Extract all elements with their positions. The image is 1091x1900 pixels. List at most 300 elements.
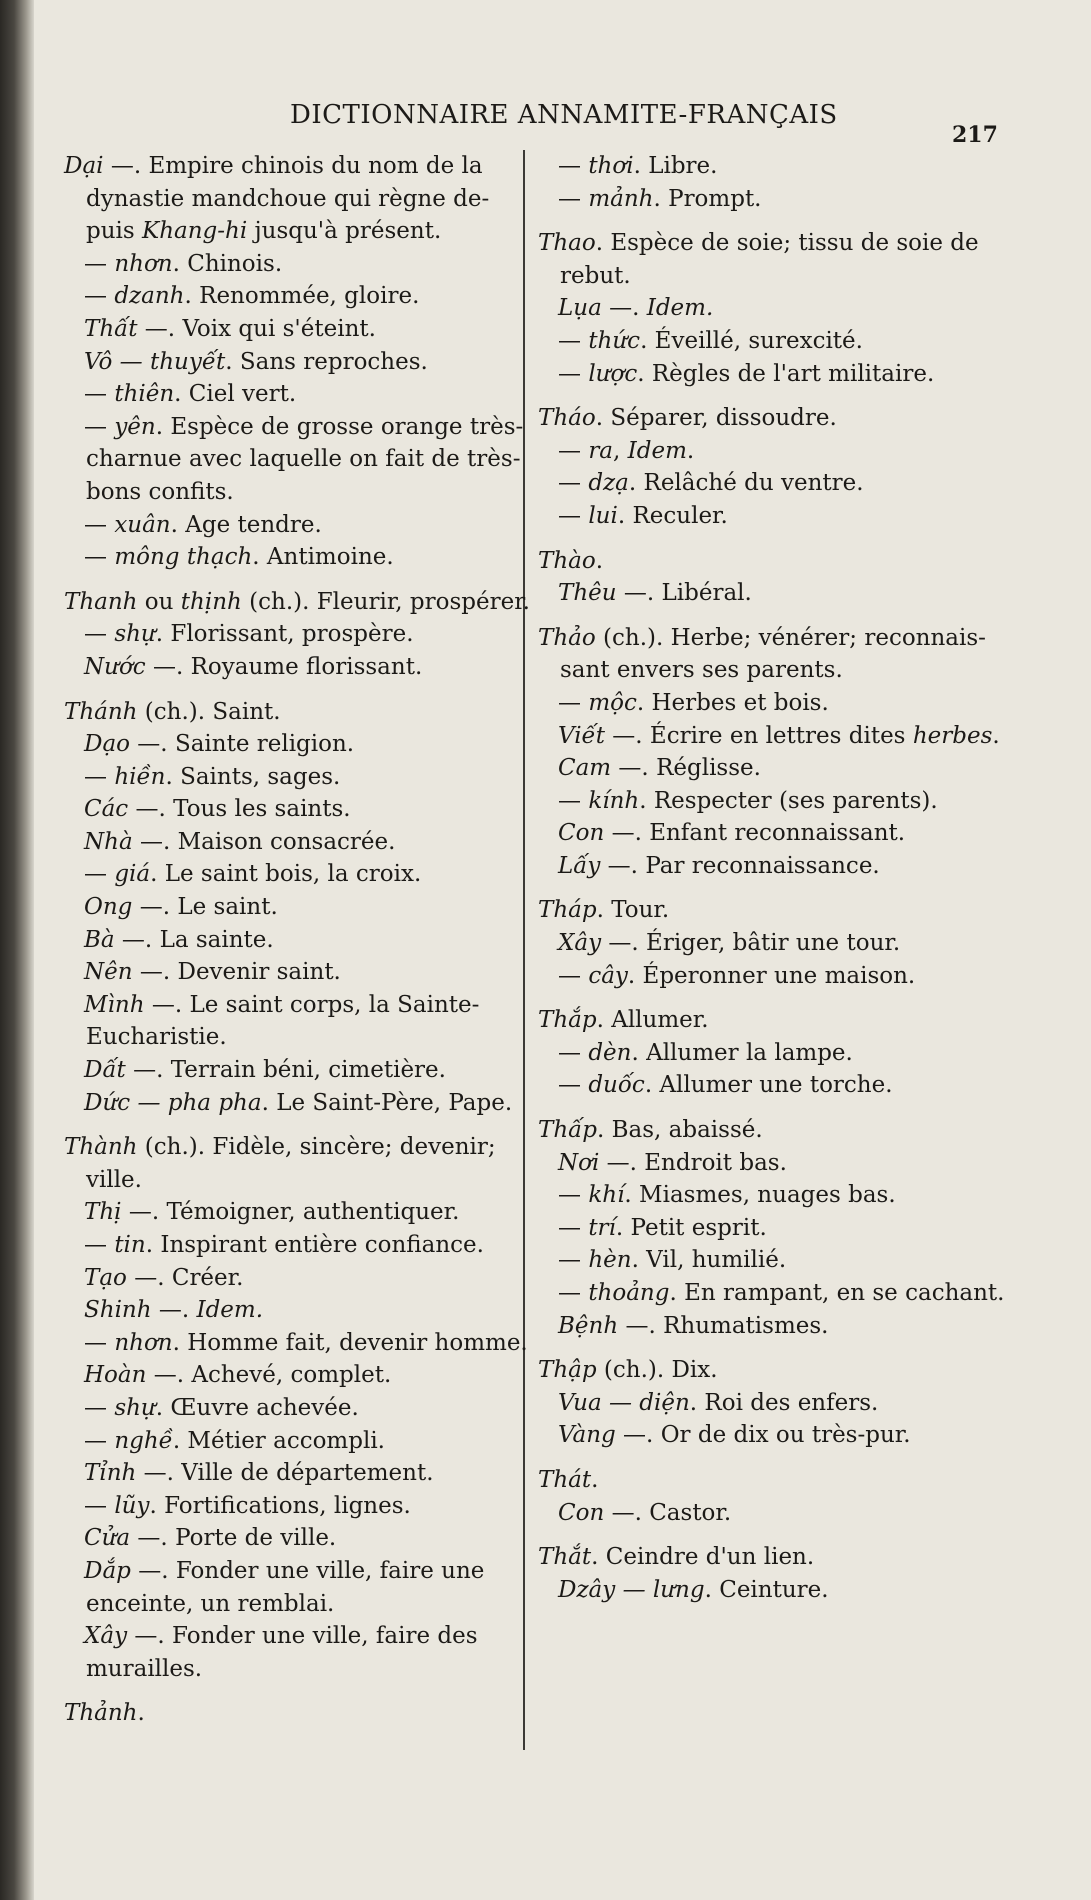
sub-entry-line	[64, 1620, 520, 1653]
headword: thoảng	[588, 1280, 670, 1306]
headword: Thành	[64, 1134, 138, 1161]
sub-entry-line	[538, 720, 1000, 753]
definition-text: Or de dix ou très-pur.	[660, 1422, 911, 1449]
definition-text: . Respecter (ses parents).	[639, 787, 938, 814]
entry-line	[64, 586, 530, 619]
separator: —.	[145, 653, 191, 680]
definition-text: . Éperonner une maison.	[627, 962, 916, 989]
headword: Cam	[558, 755, 612, 782]
dictionary-entry	[538, 1004, 996, 1102]
dash: —	[558, 437, 589, 464]
headword: Thắt	[538, 1544, 592, 1571]
definition-text: . Ceinture.	[704, 1576, 829, 1603]
headword: Thanh	[64, 588, 138, 615]
headword: xuân	[114, 511, 171, 538]
definition-text: Eucharistie.	[86, 1024, 227, 1051]
definition-text: Fonder une ville, faire une	[175, 1557, 485, 1584]
sub-entry-line	[64, 280, 520, 313]
definition-text: . Espèce de grosse orange très-	[155, 413, 524, 440]
headword: Lấy	[558, 852, 601, 879]
definition-text: . Bas, abaissé.	[596, 1117, 763, 1144]
definition-text: (ch.). Dix.	[596, 1357, 718, 1384]
headword: shự	[114, 1394, 156, 1421]
page-number: 217	[952, 122, 998, 148]
sub-entry-line	[538, 435, 996, 468]
separator: —.	[130, 1557, 176, 1584]
headword: Nước	[84, 653, 146, 680]
definition-text: Libéral.	[661, 580, 752, 607]
definition-text: . Sans reproches.	[225, 348, 428, 375]
separator: —.	[130, 731, 175, 758]
definition-text: Ériger, bâtir une tour.	[646, 930, 901, 957]
separator: —.	[604, 1499, 650, 1526]
headword: Lụa	[558, 295, 602, 322]
headword: Ong	[84, 894, 133, 921]
separator: —.	[600, 852, 646, 879]
continuation-line	[64, 1653, 520, 1686]
definition-text: . Espèce de soie; tissu de soie de	[595, 230, 979, 257]
sub-entry-line	[538, 577, 996, 610]
entry-line	[538, 894, 996, 927]
entry-line	[538, 1464, 996, 1497]
separator: —.	[103, 153, 149, 179]
headword: Thập	[538, 1357, 597, 1384]
dash: —	[84, 511, 115, 538]
separator: —.	[151, 1297, 197, 1324]
headword: cây	[588, 962, 628, 989]
sub-entry-line	[538, 150, 996, 183]
separator: —.	[604, 722, 650, 749]
sub-entry-line	[64, 346, 520, 379]
headword: nhơn	[114, 250, 173, 277]
dash: —	[558, 327, 589, 354]
continuation-line	[64, 183, 520, 216]
sub-entry-line	[64, 411, 524, 444]
headword: Tháp	[538, 897, 597, 924]
definition-text: Témoigner, authentiquer.	[166, 1199, 460, 1226]
sub-entry-line	[538, 752, 996, 785]
sub-entry-line	[538, 1147, 996, 1180]
definition-text: charnue avec laquelle on fait de très-	[86, 446, 521, 473]
definition-text: . Le Saint-Père, Pape.	[261, 1089, 513, 1116]
sub-entry-line	[538, 1574, 996, 1607]
separator: —.	[601, 930, 647, 957]
sub-entry-line	[64, 728, 520, 761]
sub-entry-line	[64, 1196, 520, 1229]
definition-text: . Éveillé, surexcité.	[640, 327, 863, 354]
definition-text: Par reconnaissance.	[645, 852, 880, 879]
definition-text: . Relâché du ventre.	[628, 470, 864, 497]
sub-entry-line	[538, 1037, 996, 1070]
headword: shự	[114, 621, 156, 648]
definition-text: Ville de département.	[181, 1460, 434, 1487]
dash: puis	[86, 218, 143, 245]
sub-entry-line	[538, 1212, 996, 1245]
headword: Tạo	[84, 1264, 127, 1291]
definition-text: Créer.	[171, 1264, 244, 1291]
right-column	[538, 150, 1005, 1618]
sub-entry-line	[538, 467, 996, 500]
dash: —	[84, 1232, 115, 1258]
headword: Khang-hi	[142, 218, 248, 245]
definition-text: rebut.	[560, 262, 631, 289]
sub-entry-line	[538, 785, 996, 818]
headword: thức	[588, 327, 641, 354]
headword: mảnh	[588, 185, 654, 212]
definition-text: (ch.). Fleurir, prospérer.	[241, 588, 530, 615]
dash: —	[558, 502, 589, 529]
dictionary-entry	[538, 1541, 996, 1606]
definition-text: ville.	[86, 1166, 142, 1193]
definition-text: . Petit esprit.	[615, 1214, 767, 1241]
definition-text: Porte de ville.	[175, 1525, 337, 1552]
headword: hiền	[114, 763, 166, 790]
separator: —.	[132, 959, 178, 986]
headword: Xây	[84, 1623, 128, 1650]
dash: —	[558, 1039, 589, 1066]
definition-text: . En rampant, en se cachant.	[669, 1280, 1005, 1306]
headword: Nơi	[558, 1149, 600, 1176]
dash: —	[84, 413, 115, 440]
headword: Thắp	[538, 1007, 597, 1034]
entry-line	[538, 1004, 996, 1037]
definition-text: Idem.	[646, 295, 714, 322]
definition-text: Idem.	[196, 1297, 264, 1324]
continuation-line	[64, 1164, 520, 1197]
sub-entry-line	[64, 826, 520, 859]
entry-line	[538, 1541, 996, 1574]
headword: Thào	[538, 547, 596, 574]
separator: —.	[137, 315, 183, 342]
sub-entry-line	[64, 793, 520, 826]
headword: Bệnh	[558, 1312, 619, 1339]
headword: Thảo	[538, 624, 596, 651]
definition-text: Terrain béni, cimetière.	[170, 1057, 446, 1084]
continuation-line	[64, 1588, 520, 1621]
headword: Thị	[84, 1199, 122, 1226]
separator: —.	[611, 755, 657, 782]
sub-entry-line	[64, 1457, 520, 1490]
dictionary-entry	[538, 1464, 996, 1529]
definition-text: .	[686, 437, 695, 464]
headword: Dzây — lưng	[558, 1576, 705, 1603]
sub-entry-line	[64, 956, 520, 989]
dash: —	[558, 962, 589, 989]
dash: —	[84, 1329, 115, 1356]
headword: Dại	[64, 153, 104, 179]
definition-text: . Allumer la lampe.	[631, 1039, 853, 1066]
definition-text: ou	[137, 588, 181, 615]
sub-entry-line	[64, 891, 520, 924]
definition-text: . Ceindre d'un lien.	[591, 1544, 815, 1571]
dash: —	[84, 763, 115, 790]
continuation-line	[64, 215, 520, 248]
entry-line	[538, 545, 996, 578]
definition-text: Royaume florissant.	[190, 653, 423, 680]
dictionary-entry	[538, 622, 1000, 883]
sub-entry-line	[538, 500, 996, 533]
definition-text: Le saint corps, la Sainte-	[189, 991, 480, 1018]
running-title: DICTIONNAIRE ANNAMITE-FRANÇAIS	[290, 100, 838, 130]
headword: hèn	[588, 1247, 632, 1274]
dictionary-entry	[538, 1354, 996, 1452]
headword: kính	[588, 787, 640, 814]
sub-entry-line	[64, 248, 520, 281]
definition-text: . Vil, humilié.	[631, 1247, 787, 1274]
sub-entry-line	[64, 651, 520, 684]
definition-text: .	[591, 1466, 599, 1493]
separator: —.	[144, 991, 190, 1018]
dash: —	[558, 1214, 589, 1241]
dictionary-entry	[64, 150, 524, 574]
headword: Shinh	[84, 1297, 152, 1324]
separator: —.	[128, 796, 174, 823]
definition-text: Sainte religion.	[174, 731, 355, 758]
page-header	[0, 100, 1091, 148]
headword: mông thạch	[114, 544, 253, 571]
dictionary-entry	[538, 545, 996, 610]
dash: —	[84, 861, 115, 888]
definition-text: Castor.	[649, 1499, 732, 1526]
definition-text: Écrire en lettres dites	[649, 722, 913, 749]
sub-entry-line	[64, 1327, 528, 1360]
headword: mộc	[588, 689, 637, 716]
sub-entry-line	[538, 1497, 996, 1530]
headword: duốc	[588, 1072, 645, 1099]
dictionary-entry	[64, 1131, 528, 1685]
definition-text: Fonder une ville, faire des	[172, 1623, 478, 1650]
dash: —	[558, 1280, 589, 1306]
headword: Thất	[84, 315, 138, 342]
sub-entry-line	[64, 924, 520, 957]
headword: herbes	[912, 722, 993, 749]
headword: Thấp	[538, 1117, 597, 1144]
headword: Thao	[538, 230, 596, 257]
sub-entry-line	[64, 1490, 520, 1523]
definition-text: Rhumatismes.	[663, 1312, 829, 1339]
dash: —	[558, 153, 589, 179]
definition-text: . Le saint bois, la croix.	[150, 861, 422, 888]
headword: ra	[588, 437, 614, 464]
separator: —.	[132, 894, 178, 921]
sub-entry-line	[538, 850, 996, 883]
dictionary-entry	[538, 894, 996, 992]
headword: lũy	[114, 1492, 150, 1519]
book-spine-shadow	[0, 0, 34, 1900]
headword: Thánh	[64, 698, 138, 725]
sub-entry-line	[64, 1522, 520, 1555]
headword: thịnh	[180, 588, 242, 615]
entry-line	[64, 150, 520, 183]
dash: —	[558, 1182, 589, 1209]
headword: lược	[588, 360, 638, 387]
dictionary-entry	[538, 227, 996, 390]
headword: trí	[588, 1214, 616, 1241]
sub-entry-line	[64, 1359, 520, 1392]
sub-entry-line	[538, 1310, 996, 1343]
definition-text: . Fortifications, lignes.	[149, 1492, 411, 1519]
sub-entry-line	[538, 927, 996, 960]
definition-text: ,	[613, 437, 628, 464]
headword: Vô — thuyết	[84, 348, 226, 375]
separator: —.	[121, 1199, 167, 1226]
definition-text: jusqu'à présent.	[247, 218, 442, 245]
sub-entry-line	[538, 1179, 996, 1212]
dictionary-entry	[538, 150, 996, 215]
headword: Mình	[84, 991, 145, 1018]
separator: —.	[114, 926, 160, 953]
definition-text: Empire chinois du nom de la	[148, 153, 483, 179]
sub-entry-line	[538, 1277, 1005, 1310]
definition-text: murailles.	[86, 1655, 203, 1682]
continuation-line	[538, 260, 996, 293]
entry-line	[64, 696, 520, 729]
dash: —	[558, 1247, 589, 1274]
headword: Dạo	[84, 731, 130, 758]
sub-entry-line	[538, 1069, 996, 1102]
definition-text: (ch.). Fidèle, sincère; devenir;	[137, 1134, 496, 1161]
dash: —	[84, 621, 115, 648]
sub-entry-line	[64, 378, 520, 411]
definition-text: . Inspirant entière confiance.	[145, 1232, 484, 1258]
headword: giá	[114, 861, 151, 888]
headword: dèn	[588, 1039, 632, 1066]
headword: lui	[588, 502, 618, 529]
definition-text: sant envers ses parents.	[560, 657, 843, 684]
definition-text: bons confits.	[86, 478, 234, 505]
headword: Tỉnh	[84, 1460, 137, 1487]
sub-entry-line	[64, 989, 520, 1022]
definition-text: Devenir saint.	[177, 959, 341, 986]
continuation-line	[64, 443, 520, 476]
sub-entry-line	[64, 858, 520, 891]
headword: Con	[558, 1499, 605, 1526]
definition-text: . Herbes et bois.	[636, 689, 829, 716]
definition-text: . Roi des enfers.	[689, 1389, 879, 1416]
entry-line	[538, 1354, 996, 1387]
headword: Cửa	[84, 1525, 131, 1552]
headword: Vàng	[558, 1422, 616, 1449]
definition-text: Enfant reconnaissant.	[649, 820, 906, 847]
dash: —	[84, 250, 115, 277]
dash: —	[558, 1072, 589, 1099]
separator: —.	[126, 1264, 172, 1291]
definition-text: . Allumer.	[596, 1007, 709, 1034]
sub-entry-line	[538, 687, 996, 720]
sub-entry-line	[64, 1555, 520, 1588]
definition-text: Voix qui s'éteint.	[182, 315, 376, 342]
headword: Xây	[558, 930, 602, 957]
headword: Dức — pha pha	[84, 1089, 262, 1116]
sub-entry-line	[64, 313, 520, 346]
sub-entry-line	[64, 1087, 520, 1120]
headword: thiên	[114, 381, 175, 408]
separator: —.	[125, 1057, 171, 1084]
definition-text: . Renommée, gloire.	[184, 283, 420, 310]
definition-text: . Libre.	[633, 153, 718, 179]
entry-line	[538, 622, 996, 655]
continuation-line	[64, 1021, 520, 1054]
definition-text: . Miasmes, nuages bas.	[624, 1182, 896, 1209]
dash: —	[558, 360, 589, 387]
sub-entry-line	[538, 1244, 996, 1277]
headword: nhơn	[114, 1329, 173, 1356]
definition-text: Tous les saints.	[173, 796, 351, 823]
sub-entry-line	[538, 183, 996, 216]
entry-line	[64, 1697, 520, 1730]
sub-entry-line	[538, 325, 996, 358]
sub-entry-line	[64, 541, 520, 574]
definition-text: . Allumer une torche.	[644, 1072, 893, 1099]
continuation-line	[538, 654, 996, 687]
definition-text: . Prompt.	[653, 185, 762, 212]
definition-text: . Séparer, dissoudre.	[595, 405, 837, 432]
sub-entry-line	[64, 1054, 520, 1087]
entry-line	[64, 1131, 520, 1164]
definition-text: . Homme fait, devenir homme.	[172, 1329, 528, 1356]
headword: Nên	[84, 959, 133, 986]
definition-text: Le saint.	[177, 894, 278, 921]
headword: Hoàn	[84, 1362, 147, 1389]
separator: —.	[604, 820, 650, 847]
headword: Dắp	[84, 1557, 131, 1584]
definition-text: . Reculer.	[617, 502, 728, 529]
headword: Dất	[84, 1057, 126, 1084]
dash: —	[84, 544, 115, 571]
definition-text: . Tour.	[596, 897, 670, 924]
headword: Idem	[627, 437, 687, 464]
definition-text: . Chinois.	[172, 250, 283, 277]
definition-text: . Antimoine.	[252, 544, 394, 571]
sub-entry-line	[538, 817, 996, 850]
dash: —	[84, 381, 115, 408]
headword: Nhà	[84, 828, 133, 855]
definition-text: .	[992, 722, 1000, 749]
dash: —	[84, 1492, 115, 1519]
headword: dzạ	[588, 470, 629, 497]
definition-text: . Age tendre.	[170, 511, 322, 538]
definition-text: Endroit bas.	[644, 1149, 787, 1176]
definition-text: (ch.). Saint.	[137, 698, 281, 725]
sub-entry-line	[64, 761, 520, 794]
dash: —	[558, 689, 589, 716]
definition-text: Réglisse.	[656, 755, 761, 782]
definition-text: . Règles de l'art militaire.	[637, 360, 935, 387]
sub-entry-line	[64, 1392, 520, 1425]
separator: —.	[136, 1460, 182, 1487]
sub-entry-line	[538, 1419, 996, 1452]
separator: —.	[616, 580, 662, 607]
headword: Tháo	[538, 405, 596, 432]
sub-entry-line	[64, 618, 520, 651]
headword: khí	[588, 1182, 625, 1209]
dash: —	[84, 1427, 115, 1454]
headword: Bà	[84, 926, 115, 953]
separator: —.	[618, 1312, 664, 1339]
definition-text: (ch.). Herbe; vénérer; reconnais-	[595, 624, 986, 651]
sub-entry-line	[64, 509, 520, 542]
dictionary-entry	[64, 1697, 520, 1730]
definition-text: . Métier accompli.	[172, 1427, 385, 1454]
definition-text: . Ciel vert.	[174, 381, 297, 408]
sub-entry-line	[538, 358, 996, 391]
dictionary-entry	[64, 586, 530, 684]
sub-entry-line	[538, 1387, 996, 1420]
headword: dzanh	[114, 283, 185, 310]
dash: —	[558, 470, 589, 497]
separator: —.	[127, 1623, 173, 1650]
separator: —.	[132, 828, 178, 855]
